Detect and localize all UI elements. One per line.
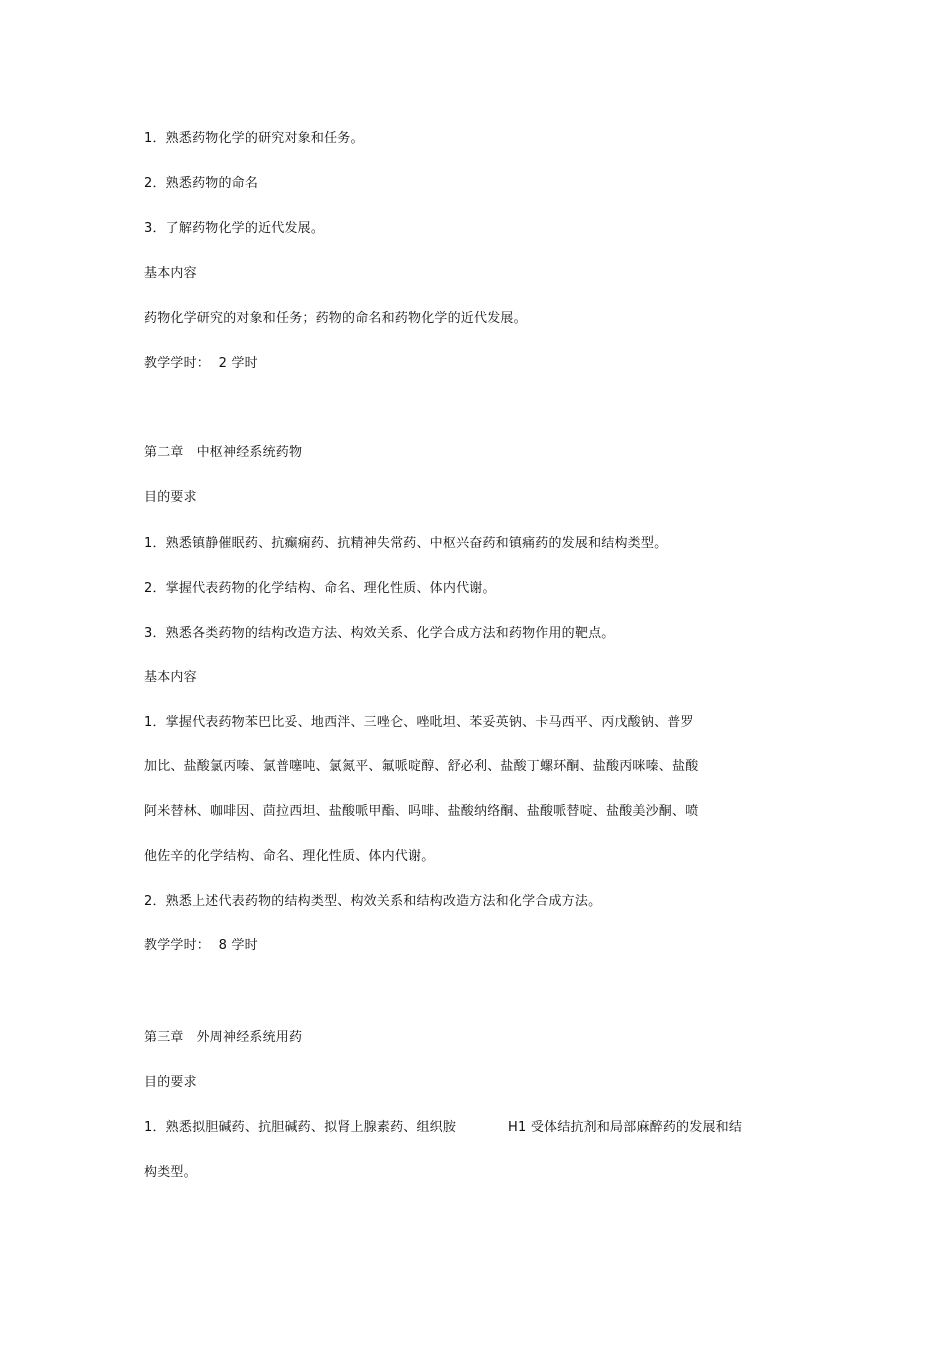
chapter2-basic-heading: 基本内容 (144, 670, 197, 685)
chapter3-goal-1-line-1: 1．熟悉拟胆碱药、抗胆碱药、拟肾上腺素药、组织胺 H1 受体结抗剂和局部麻醉药的发展和结 (144, 1120, 743, 1135)
intro-hours: 教学学时： 2 学时 (144, 356, 258, 371)
chapter2-title: 第二章 中枢神经系统药物 (144, 445, 303, 460)
chapter2-goal-2: 2．掌握代表药物的化学结构、命名、理化性质、体内代谢。 (144, 581, 496, 596)
intro-goal-3: 3．了解药物化学的近代发展。 (144, 221, 325, 236)
intro-basic-heading: 基本内容 (144, 266, 197, 281)
chapter3-goal-1-line-2: 构类型。 (144, 1165, 197, 1180)
intro-basic-text: 药物化学研究的对象和任务；药物的命名和药物化学的近代发展。 (144, 311, 527, 326)
chapter2-basic-1-line-4: 他佐辛的化学结构、命名、理化性质、体内代谢。 (144, 849, 435, 864)
chapter3-title: 第三章 外周神经系统用药 (144, 1030, 303, 1045)
chapter2-hours: 教学学时： 8 学时 (144, 938, 258, 953)
chapter2-basic-1-line-1: 1．掌握代表药物苯巴比妥、地西泮、三唑仑、唑吡坦、苯妥英钠、卡马西平、丙戊酸钠、普罗 (144, 715, 694, 730)
chapter2-basic-2: 2．熟悉上述代表药物的结构类型、构效关系和结构改造方法和化学合成方法。 (144, 894, 602, 909)
intro-goal-1: 1．熟悉药物化学的研究对象和任务。 (144, 131, 364, 146)
chapter2-goals-heading: 目的要求 (144, 490, 197, 505)
chapter2-basic-1-line-2: 加比、盐酸氯丙嗪、氯普噻吨、氯氮平、氟哌啶醇、舒必利、盐酸丁螺环酮、盐酸丙咪嗪、盐酸 (144, 759, 699, 774)
chapter2-goal-3: 3．熟悉各类药物的结构改造方法、构效关系、化学合成方法和药物作用的靶点。 (144, 626, 615, 641)
chapter3-goals-heading: 目的要求 (144, 1075, 197, 1090)
chapter2-basic-1-line-3: 阿米替林、咖啡因、茴拉西坦、盐酸哌甲酯、吗啡、盐酸纳络酮、盐酸哌替啶、盐酸美沙酮、喷 (144, 804, 699, 819)
intro-goal-2: 2．熟悉药物的命名 (144, 176, 259, 191)
chapter2-goal-1: 1．熟悉镇静催眠药、抗癫痫药、抗精神失常药、中枢兴奋药和镇痛药的发展和结构类型。 (144, 536, 668, 551)
